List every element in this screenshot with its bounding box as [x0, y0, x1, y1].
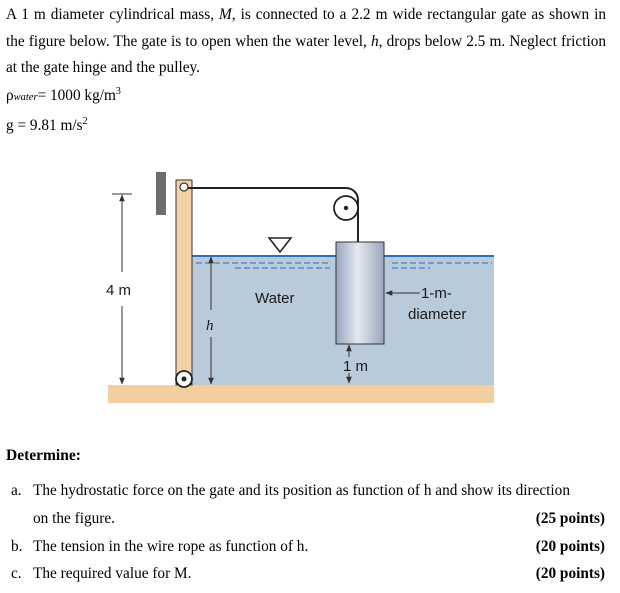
question-a-letter: a. — [11, 482, 22, 499]
dim-1m-label: 1 m — [343, 358, 369, 375]
gravity-given — [6, 116, 88, 135]
g-value: g = 9.81 m/s — [6, 117, 83, 135]
wall — [156, 172, 166, 215]
statement-text-2: , is connected to a 2.2 m wide rectangular gate as shown in the figure below. The gate is to open when the water level, — [6, 6, 606, 50]
density-given — [6, 86, 121, 105]
ground — [108, 385, 494, 403]
diameter-label-line2: diameter — [408, 306, 467, 323]
free-surface-marker — [269, 238, 291, 252]
diameter-label-line1: 1-m- — [421, 285, 452, 302]
question-c-points: (20 points) — [535, 565, 605, 582]
gate-top-pin — [180, 183, 188, 191]
mass-symbol: M — [219, 6, 232, 23]
gate-figure — [0, 160, 620, 410]
pulley-axle — [344, 206, 348, 210]
problem-statement — [6, 2, 606, 82]
question-a-text: The hydrostatic force on the gate and its position as function of h and show its direction — [33, 482, 570, 499]
rho-exponent: 3 — [115, 86, 121, 97]
determine-heading: Determine: — [6, 447, 81, 464]
question-b-points: (20 points) — [535, 538, 605, 555]
question-b-letter: b. — [11, 538, 23, 555]
gate — [176, 180, 192, 385]
question-a-text-cont: on the figure. — [33, 510, 115, 527]
question-c-letter: c. — [11, 565, 22, 582]
question-a — [0, 482, 620, 542]
question-b — [0, 538, 620, 564]
hinge-center — [182, 377, 187, 382]
cylinder-mass — [336, 242, 384, 344]
question-c — [0, 565, 620, 591]
h-symbol: h — [371, 32, 379, 50]
dim-h-label: h — [206, 318, 214, 334]
statement-text-3: , drops below 2.5 m. Neglect friction at the gate hinge and the pulley. — [6, 32, 606, 76]
question-a-points: (25 points) — [535, 510, 605, 527]
rho-value: = 1000 kg/m — [37, 87, 116, 105]
statement-text-1: A 1 m diameter cylindrical mass, — [6, 6, 220, 23]
question-b-text: The tension in the wire rope as function of h. — [33, 538, 309, 555]
question-c-text: The required value for M. — [33, 565, 192, 582]
g-exponent: 2 — [82, 116, 88, 127]
rho-symbol: ρ — [6, 87, 14, 105]
water-label: Water — [255, 290, 295, 307]
dim-4m-label: 4 m — [106, 282, 132, 299]
rho-subscript: water — [13, 92, 38, 104]
